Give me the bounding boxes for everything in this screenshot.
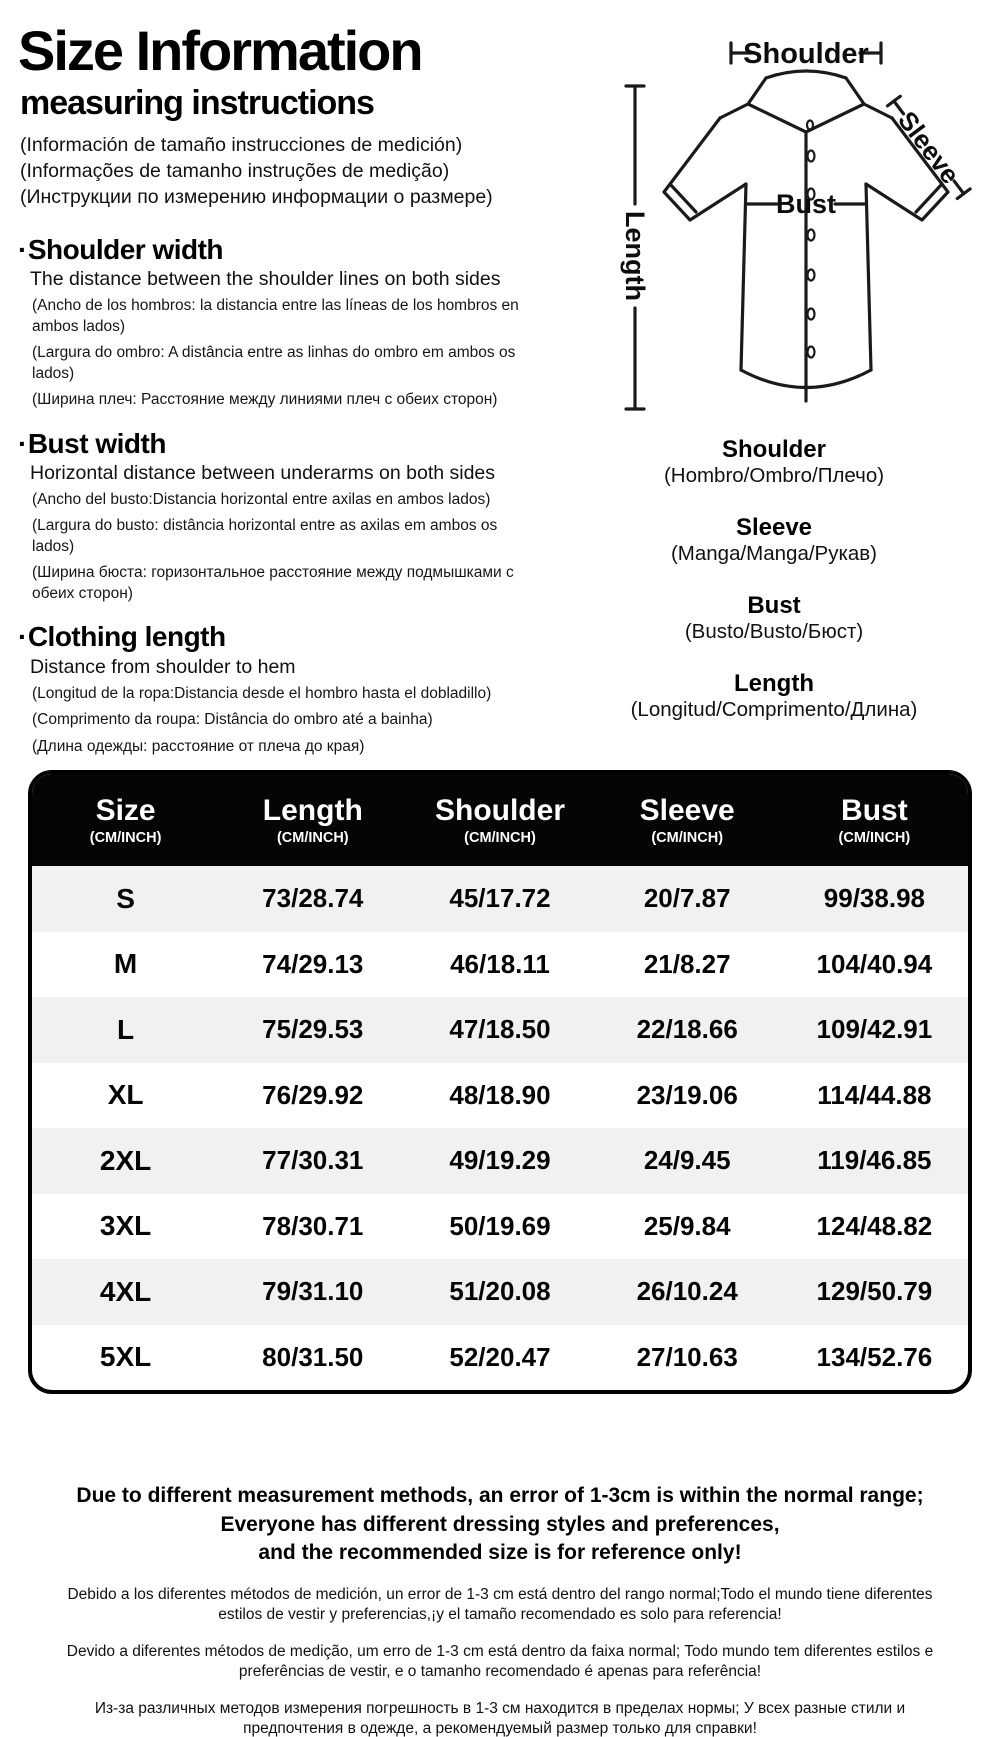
cell-shoulder: 45/17.72 [449,883,551,914]
shirt-diagram [548,22,1000,430]
instruction-title [18,428,543,460]
instruction-section-shoulder-width [18,234,543,411]
instruction-section-bust-width [18,428,543,605]
collar [766,71,846,78]
subtitle-translation-ru: (Инструкции по измерению информации о размере) [20,186,493,209]
bullet-icon: · [18,621,27,653]
instruction-translation-ru: (Длина одежды: расстояние от плеча до края) [32,737,365,755]
cell-length: 78/30.71 [262,1210,364,1241]
column-header-label: Sleeve [639,793,735,827]
cell-length: 80/31.50 [262,1341,364,1372]
column-header-label: Size [95,793,156,827]
legend-group-bust [548,592,1000,645]
button-icon [807,121,813,130]
legend-name: Length [734,670,814,697]
legend-translation: (Busto/Busto/Бюст) [684,620,864,643]
legend-name: Bust [747,592,801,619]
instruction-translation-pt: (Largura do busto: distância horizontal entre as axilas em ambos os lados) [32,517,498,555]
table-row [32,1194,968,1260]
legend-name: Sleeve [735,514,813,541]
cell-length: 79/31.10 [262,1276,364,1307]
cell-length: 77/30.31 [262,1145,364,1176]
legend-translation: (Manga/Manga/Рукав) [670,542,878,565]
disclaimer-pt: Devido a diferentes métodos de medição, um erro de 1-3 cm está dentro da faixa normal; Todo mundo tem diferentes estilos e preferências de vestir, e o tamanho recomendado é apenas para referência! [66,1642,934,1680]
diagram-sleeve-label: Sleeve [892,105,966,190]
cell-bust: 124/48.82 [816,1210,933,1241]
cell-bust: 119/46.85 [817,1145,932,1176]
left-sleeve [664,118,746,220]
cell-shoulder: 46/18.11 [450,948,550,979]
cell-size: 3XL [99,1210,152,1242]
cell-size: 2XL [99,1144,152,1176]
table-row [32,997,968,1063]
cell-shoulder: 48/18.90 [449,1079,551,1110]
cell-bust: 99/38.98 [823,883,925,914]
subtitle-translation-pt: (Informações de tamanho instruções de medição) [20,160,450,183]
legend-name: Shoulder [721,436,826,463]
size-table [28,770,972,1394]
disclaimer-ru: Из-за различных методов измерения погрешность в 1-3 см находится в пределах нормы; У всех разные стили и предпочтения в одежде, а рекомендуемый размер только для справки! [94,1699,906,1737]
instruction-title-text: Shoulder width [27,234,224,265]
column-header-shoulder [406,795,593,846]
instruction-translation-pt: (Comprimento da roupa: Distância do ombro até a bainha) [32,711,433,729]
collar-left-flap [748,78,806,132]
disclaimer-line-en: Everyone has different dressing styles and preferences, [220,1512,780,1536]
cell-size: M [113,948,138,980]
cell-shoulder: 51/20.08 [449,1276,551,1307]
button-icon [808,151,815,162]
cell-sleeve: 26/10.24 [636,1276,738,1307]
cell-length: 73/28.74 [262,883,364,914]
cell-bust: 104/40.94 [816,948,933,979]
cell-shoulder: 49/19.29 [449,1145,551,1176]
instruction-translation-pt: (Largura do ombro: A distância entre as linhas do ombro em ambos os lados) [32,344,516,382]
cell-sleeve: 25/9.84 [643,1210,731,1241]
cell-sleeve: 24/9.45 [643,1145,731,1176]
disclaimer-block [0,1482,1000,1737]
legend-group-length [548,670,1000,723]
header-block [18,19,538,210]
legend-group-shoulder [548,436,1000,489]
button-icon [808,270,815,281]
shirt-diagram-svg [548,22,1000,430]
diagram-bust-label: Bust [776,189,836,219]
column-header-bust [781,795,968,846]
bullet-icon: · [18,427,27,459]
subtitle-translation-es: (Información de tamaño instrucciones de medición) [20,134,463,157]
instruction-description: Distance from shoulder to hem [30,655,296,678]
page-subtitle: measuring instructions [20,83,374,122]
disclaimer-line-en: Due to different measurement methods, an error of 1-3cm is within the normal range; [76,1484,924,1507]
cell-length: 74/29.13 [262,948,364,979]
legend-translation: (Longitud/Comprimento/Длина) [630,698,918,721]
cell-size: 5XL [99,1341,152,1373]
cell-sleeve: 27/10.63 [636,1341,738,1372]
instruction-translation-es: (Ancho de los hombros: la distancia entre las líneas de los hombros en ambos lados) [32,297,519,335]
instruction-translation-ru: (Ширина плеч: Расстояние между линиями плеч с обеих сторон) [32,391,498,409]
column-header-label: Shoulder [434,793,565,827]
diagram-legend [548,436,1000,748]
cell-size: S [116,882,135,914]
diagram-length-label: Length [620,211,650,301]
page-title: Size Information [18,19,422,82]
unit-label: (CM/INCH) [464,829,536,846]
unit-label: (CM/INCH) [89,829,162,846]
cell-bust: 129/50.79 [816,1276,933,1307]
instructions-block [18,234,543,774]
table-row [32,1259,968,1325]
unit-label: (CM/INCH) [276,829,349,846]
cell-shoulder: 52/20.47 [449,1341,551,1372]
cell-sleeve: 23/19.06 [636,1079,738,1110]
cell-size: L [117,1013,135,1045]
instruction-translation-es: (Ancho del busto:Distancia horizontal entre axilas en ambos lados) [32,490,491,508]
column-header-length [219,795,406,846]
table-row [32,866,968,932]
table-row [32,932,968,998]
collar-right-flap [806,78,864,132]
table-row [32,1128,968,1194]
cell-sleeve: 22/18.66 [636,1014,738,1045]
cell-sleeve: 21/8.27 [643,948,731,979]
unit-label: (CM/INCH) [838,829,911,846]
table-header [32,774,968,866]
cell-bust: 134/52.76 [816,1341,933,1372]
bullet-icon: · [18,234,27,265]
cell-size: XL [107,1079,144,1111]
cell-bust: 109/42.91 [816,1014,933,1045]
instruction-description: Horizontal distance between underarms on both sides [30,461,496,484]
disclaimer-line-en: and the recommended size is for reference only! [258,1541,742,1564]
button-icon [808,230,815,241]
column-header-label: Length [262,793,363,827]
legend-group-sleeve [548,514,1000,567]
column-header-sleeve [594,795,781,846]
disclaimer-es: Debido a los diferentes métodos de medición, un error de 1-3 cm está dentro del rango normal;Todo el mundo tiene diferentes estilos de vestir y preferencias,¡y el tamaño recomendado es solo para referencia! [67,1585,933,1623]
table-row [32,1063,968,1129]
cell-shoulder: 50/19.69 [449,1210,551,1241]
instruction-title [18,621,543,653]
cell-bust: 114/44.88 [817,1079,932,1110]
instruction-description: The distance between the shoulder lines on both sides [30,268,501,291]
instruction-title [18,234,543,266]
legend-translation: (Hombro/Ombro/Плечо) [663,464,885,487]
instruction-translation-ru: (Ширина бюста: горизонтальное расстояние между подмышками с обеих сторон) [32,564,514,602]
cell-shoulder: 47/18.50 [449,1014,551,1045]
instruction-section-clothing-length [18,621,543,757]
cell-length: 76/29.92 [262,1079,364,1110]
table-row [32,1325,968,1391]
column-header-size [32,795,219,846]
unit-label: (CM/INCH) [651,829,724,846]
instruction-translation-es: (Longitud de la ropa:Distancia desde el hombro hasta el dobladillo) [32,684,492,702]
cell-size: 4XL [99,1275,152,1307]
instruction-title-text: Clothing length [27,621,226,653]
column-header-label: Bust [841,793,908,827]
cell-sleeve: 20/7.87 [643,883,731,914]
button-icon [808,347,815,358]
cell-length: 75/29.53 [262,1014,364,1045]
instruction-title-text: Bust width [27,427,166,459]
button-icon [808,309,815,320]
diagram-shoulder-label: Shoulder [743,38,869,70]
buttons [807,121,815,358]
